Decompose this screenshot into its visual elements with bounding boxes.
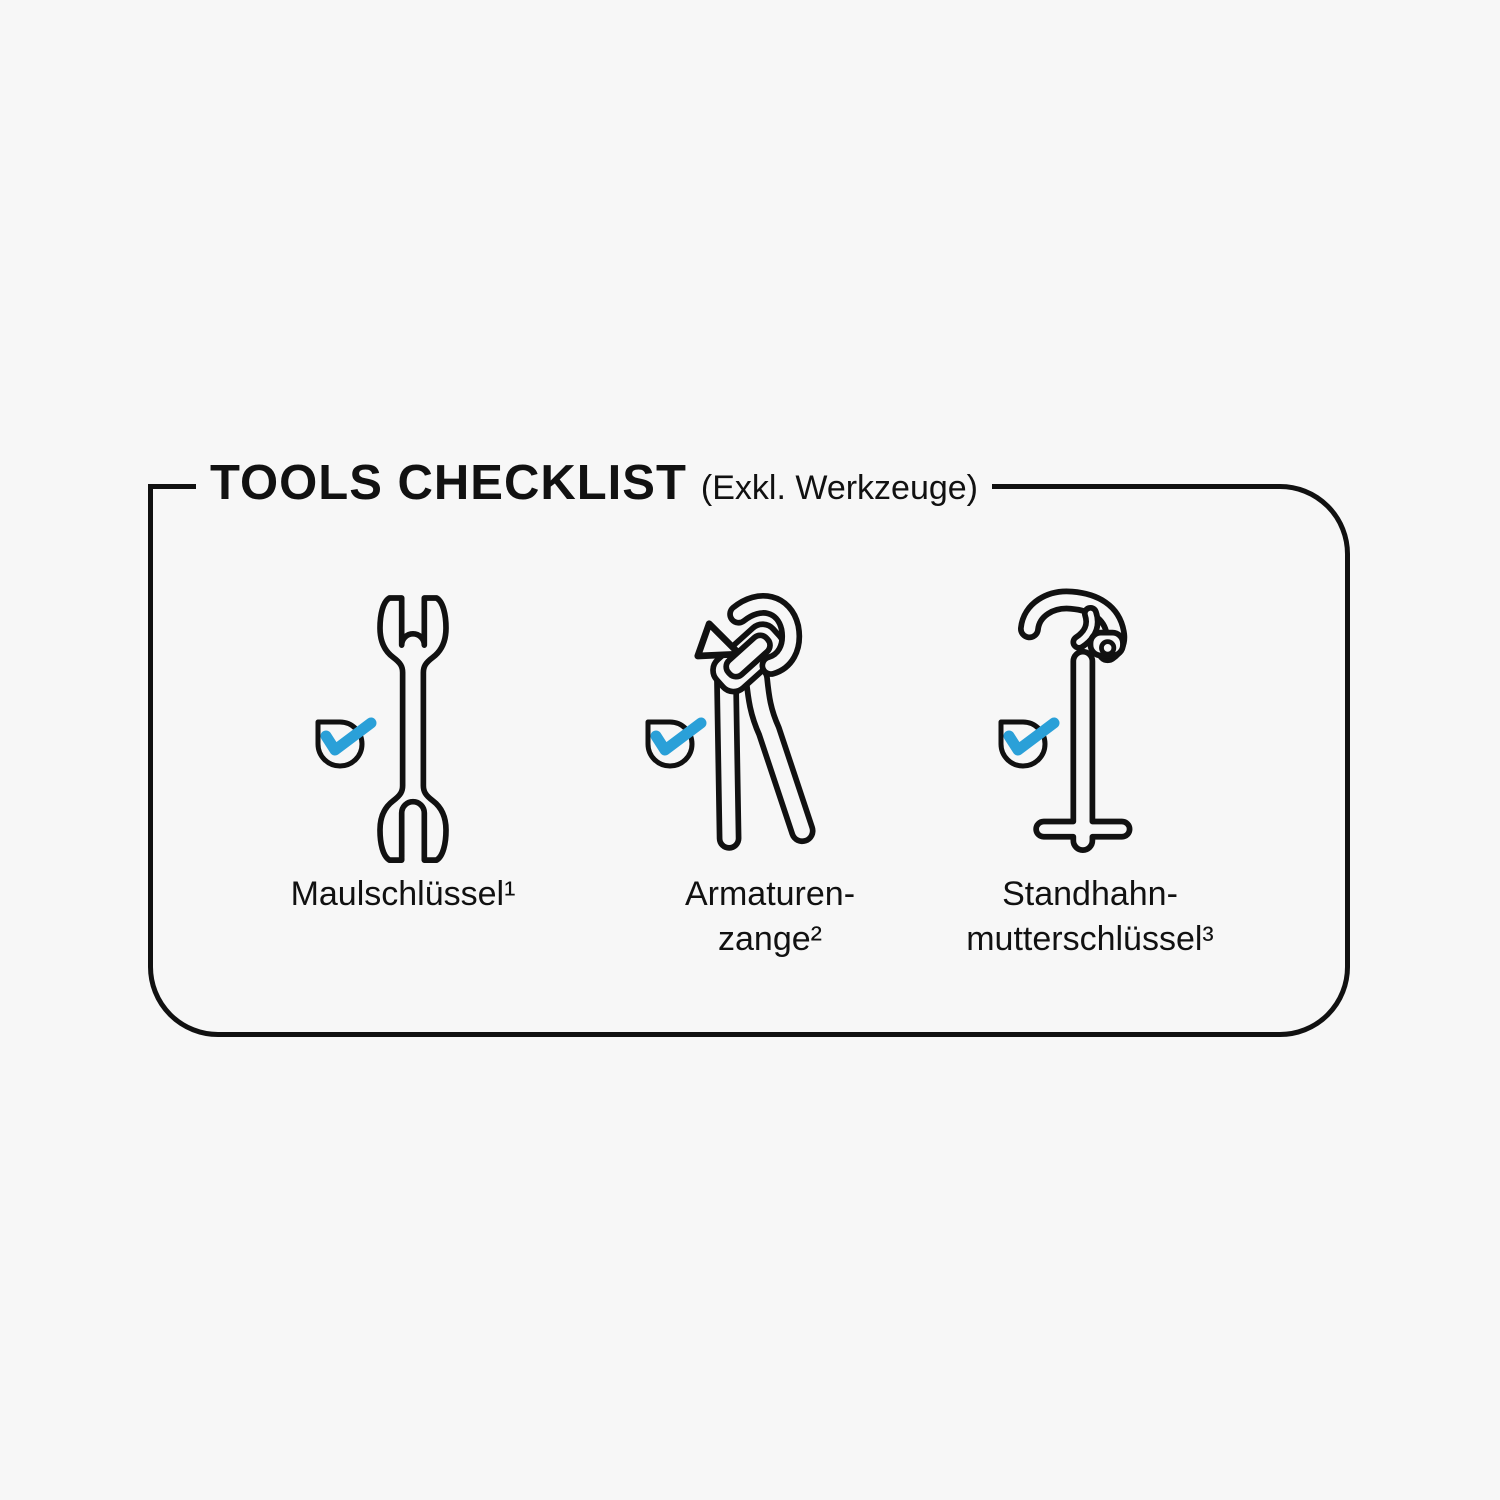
pliers-lower-jaw: [698, 624, 740, 656]
checkbox-armaturenzange: [646, 716, 708, 772]
tool-label-line: Standhahn-: [1002, 875, 1178, 913]
checklist-header: [196, 450, 992, 516]
tool-label-line: Maulschlüssel¹: [290, 875, 516, 913]
tool-label: [243, 872, 563, 917]
tool-label-line: zange²: [718, 920, 822, 958]
page-subtitle: (Exkl. Werkzeuge): [700, 469, 979, 507]
water-pump-pliers-icon: [693, 596, 845, 868]
tool-label: [610, 872, 930, 962]
tool-label: [930, 872, 1250, 962]
tool-label-line: mutterschlüssel³: [966, 920, 1214, 958]
wrench-outline: [380, 598, 446, 860]
basin-wrench-pivot-hole: [1101, 642, 1113, 654]
checkbox-maulschluessel: [316, 716, 378, 772]
checkbox-standhahnmutterschluessel: [999, 716, 1061, 772]
tool-label-line: Armaturen-: [684, 875, 856, 913]
page-title: TOOLS CHECKLIST: [210, 456, 687, 510]
